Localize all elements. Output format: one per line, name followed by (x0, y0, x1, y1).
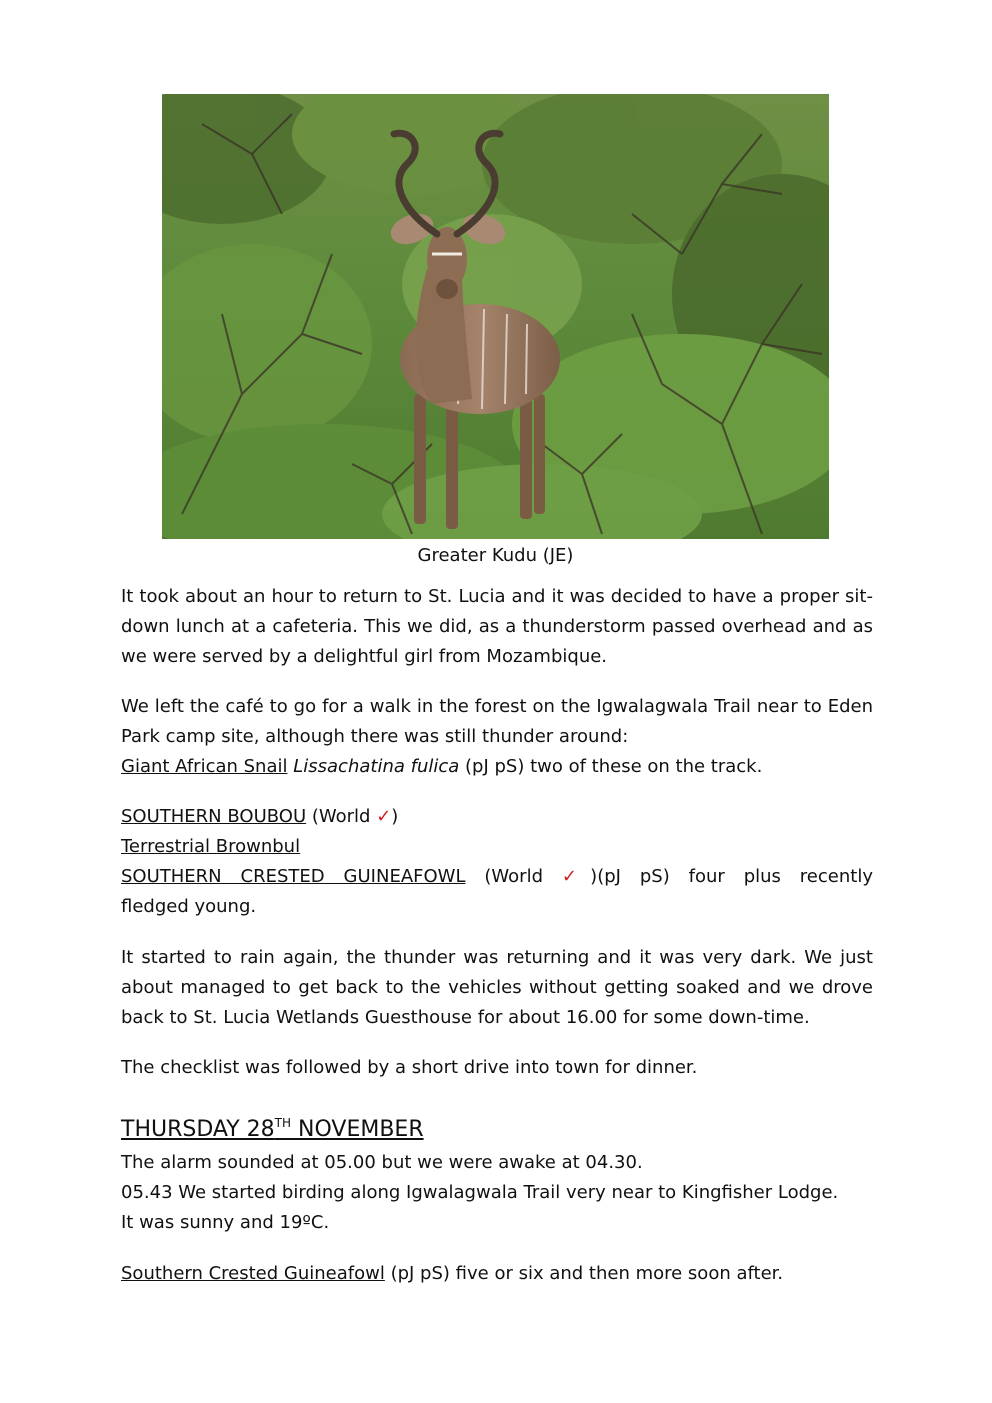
tick-icon: ✓ (376, 806, 392, 827)
tick-icon: ✓ (561, 866, 591, 887)
paragraph-lunch (121, 582, 873, 672)
paragraph-forest-walk-text: We left the café to go for a walk in the forest on the Igwalagwala Trail near to Eden Park camp site, although there was still thunder around: (121, 696, 873, 747)
snail-note: (pJ pS) two of these on the track. (465, 756, 763, 777)
world-label: (World (311, 806, 377, 827)
sighting-guineafowl (121, 862, 873, 892)
day-heading-suffix: TH (274, 1116, 292, 1130)
paragraph-rain (121, 943, 873, 1033)
final-sighting (121, 1259, 873, 1289)
final-sighting-line (121, 1259, 873, 1289)
close-paren: ) (391, 806, 399, 827)
guineafowl-name: SOUTHERN CRESTED GUINEAFOWL (121, 866, 466, 887)
brownbul-name: Terrestrial Brownbul (121, 836, 301, 857)
day-heading-day: THURSDAY 28 (121, 1117, 275, 1142)
day-heading (121, 1115, 424, 1145)
day-heading-month: NOVEMBER (291, 1117, 424, 1142)
sighting-boubou (121, 802, 873, 832)
kudu-photo (162, 94, 829, 539)
morning-line-3: It was sunny and 19ºC. (121, 1212, 330, 1233)
photo-caption: Greater Kudu (JE) (417, 545, 574, 566)
paragraph-morning (121, 1148, 873, 1238)
snail-name: Giant African Snail (121, 756, 288, 777)
snail-latin-name: Lissachatina fulica (293, 756, 460, 777)
morning-line-1: The alarm sounded at 05.00 but we were awake at 04.30. (121, 1152, 643, 1173)
paragraph-lunch-text: It took about an hour to return to St. Lucia and it was decided to have a proper sit-down lunch at a cafeteria. This we did, as a thunderstorm passed overhead and as we were served by a delightful girl from Mozambique. (121, 586, 873, 667)
guineafowl-note: )(pJ pS) four plus recently (590, 866, 873, 887)
guineafowl-note-continued: fledged young. (121, 896, 257, 917)
paragraph-forest-walk (121, 692, 873, 782)
paragraph-checklist (121, 1053, 873, 1083)
boubou-name: SOUTHERN BOUBOU (121, 806, 307, 827)
sighting-brownbul (121, 832, 873, 862)
final-guineafowl-name: Southern Crested Guineafowl (121, 1263, 385, 1284)
world-label: (World (484, 866, 562, 887)
snail-sighting (121, 752, 873, 782)
paragraph-checklist-text: The checklist was followed by a short drive into town for dinner. (121, 1057, 698, 1078)
sightings-list (121, 802, 873, 922)
paragraph-rain-text: It started to rain again, the thunder was returning and it was very dark. We just about managed to get back to the vehicles without getting soaked and we drove back to St. Lucia Wetlands Guesthouse for about 16.00 for some down-time. (121, 947, 873, 1028)
final-guineafowl-note: (pJ pS) five or six and then more soon after. (384, 1263, 784, 1284)
morning-line-2: 05.43 We started birding along Igwalagwala Trail very near to Kingfisher Lodge. (121, 1182, 839, 1203)
kudu-photo-illustration (162, 94, 829, 539)
